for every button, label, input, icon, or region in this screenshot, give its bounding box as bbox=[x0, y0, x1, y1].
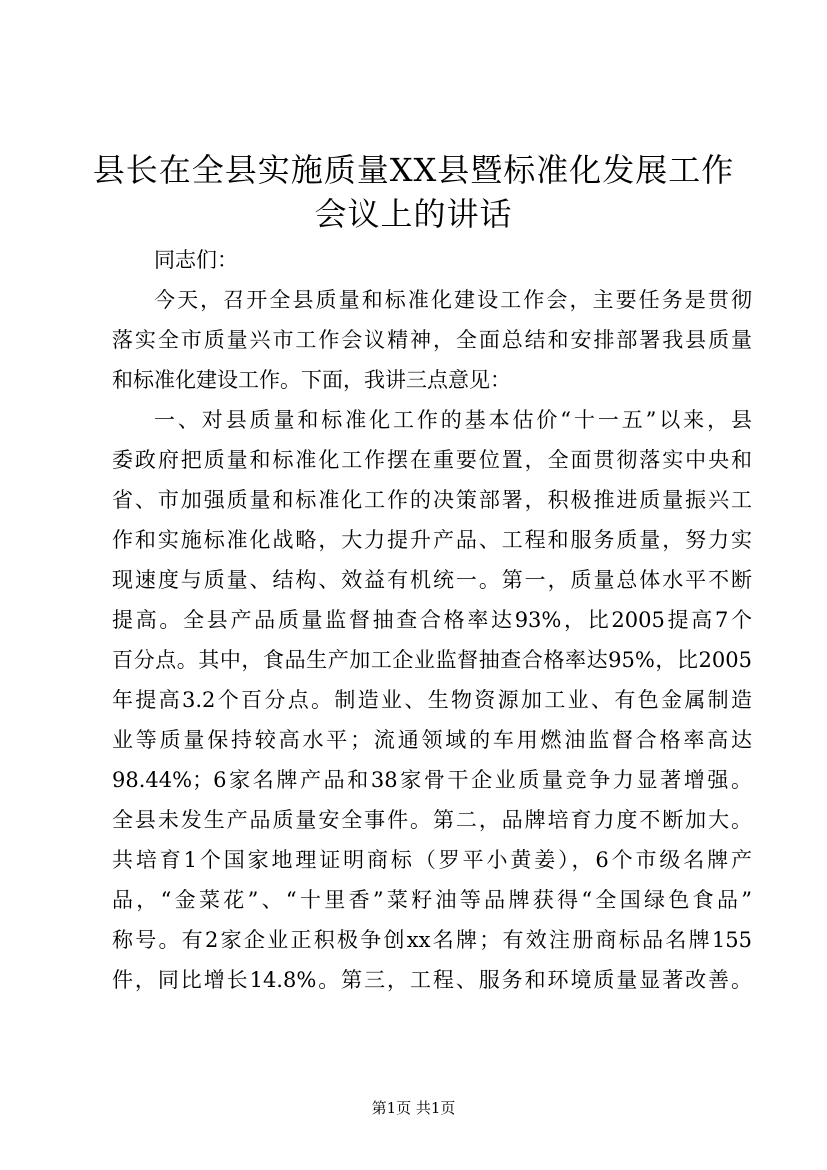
body-line: 和标准化建设工作。下面，我讲三点意见： bbox=[112, 368, 511, 392]
body-line: 品，“金菜花”、“十里香”菜籽油等品牌获得“全国绿色食品” bbox=[112, 888, 752, 912]
body-line: 现速度与质量、结构、效益有机统一。第一，质量总体水平不断 bbox=[112, 568, 752, 592]
body-line: 百分点。其中，食品生产加工企业监督抽查合格率达95%，比2005 bbox=[112, 648, 752, 672]
body-line: 今天，召开全县质量和标准化建设工作会，主要任务是贯彻 bbox=[154, 288, 752, 312]
salutation: 同志们： bbox=[154, 248, 238, 272]
body-line: 委政府把质量和标准化工作摆在重要位置，全面贯彻落实中央和 bbox=[112, 448, 752, 472]
body-line: 全县未发生产品质量安全事件。第二，品牌培育力度不断加大。 bbox=[112, 808, 752, 832]
body-line: 一、对县质量和标准化工作的基本估价“十一五”以来，县 bbox=[154, 408, 752, 432]
body-line: 提高。全县产品质量监督抽查合格率达93%，比2005提高7个 bbox=[112, 608, 752, 632]
body-line: 件，同比增长14.8%。第三，工程、服务和环境质量显著改善。 bbox=[112, 968, 752, 992]
body-line: 称号。有2家企业正积极争创xx名牌；有效注册商标品名牌155 bbox=[112, 928, 752, 952]
body-line: 98.44%；6家名牌产品和38家骨干企业质量竞争力显著增强。 bbox=[112, 768, 752, 792]
body-line: 业等质量保持较高水平；流通领域的车用燃油监督合格率高达 bbox=[112, 728, 752, 752]
body-line: 省、市加强质量和标准化工作的决策部署，积极推进质量振兴工 bbox=[112, 488, 752, 512]
document-title-line-1: 县长在全县实施质量XX县暨标准化发展工作 bbox=[92, 151, 735, 189]
document-title-line-2: 会议上的讲话 bbox=[314, 195, 513, 233]
page-footer: 第1页 共1页 bbox=[371, 1099, 456, 1117]
body-line: 落实全市质量兴市工作会议精神，全面总结和安排部署我县质量 bbox=[112, 328, 752, 352]
body-line: 年提高3.2个百分点。制造业、生物资源加工业、有色金属制造 bbox=[112, 688, 752, 712]
body-line: 作和实施标准化战略，大力提升产品、工程和服务质量，努力实 bbox=[112, 528, 752, 552]
body-line: 共培育1个国家地理证明商标（罗平小黄姜），6个市级名牌产 bbox=[112, 848, 752, 872]
